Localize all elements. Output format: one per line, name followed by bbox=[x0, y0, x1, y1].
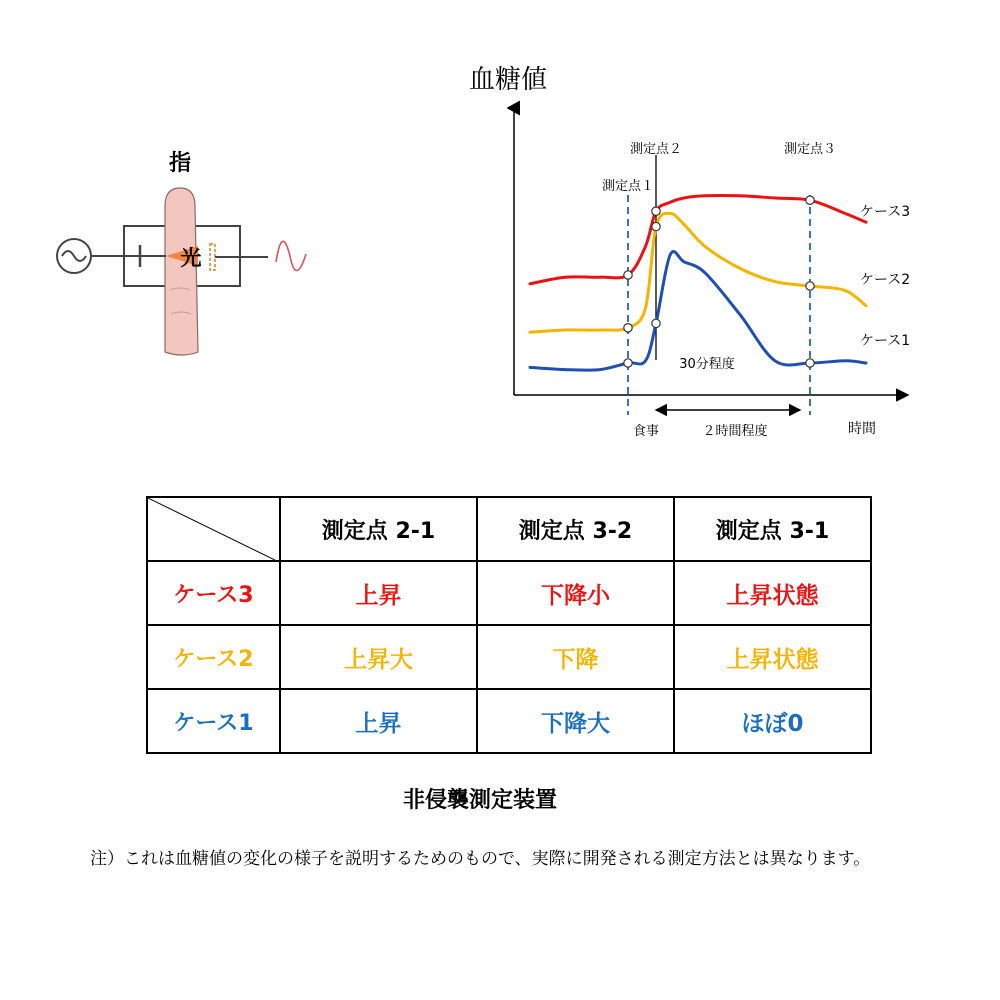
measurement-dot-s1-p1 bbox=[624, 271, 632, 279]
cell-case2-3-1: 上昇状態 bbox=[674, 625, 871, 689]
row-label-case3: ケース3 bbox=[147, 561, 280, 625]
cell-case3-2-1: 上昇 bbox=[280, 561, 477, 625]
cell-case3-3-2: 下降小 bbox=[477, 561, 674, 625]
cell-case1-2-1: 上昇 bbox=[280, 689, 477, 753]
measurement-point-label-2: 測定点２ bbox=[629, 142, 683, 157]
measurement-dot-s1-p2 bbox=[652, 207, 660, 215]
series-label-2: ケース2 bbox=[860, 271, 911, 288]
header-point-3-1: 測定点 3-1 bbox=[674, 497, 871, 561]
measurement-dot-s2-p2 bbox=[652, 222, 660, 230]
cell-case1-3-1: ほぼ0 bbox=[674, 689, 871, 753]
measurement-dot-s3-p1 bbox=[624, 359, 632, 367]
corner-cell bbox=[147, 497, 280, 561]
output-signal-icon bbox=[276, 241, 306, 270]
table-row-case3 bbox=[147, 561, 871, 625]
meal-label: 食事 bbox=[632, 424, 660, 439]
glucose-chart bbox=[440, 50, 940, 450]
thirty-minute-label: 30分程度 bbox=[679, 357, 735, 372]
measurement-dot-s1-p3 bbox=[806, 196, 814, 204]
chart-title: 血糖値 bbox=[468, 65, 548, 95]
series-label-1: ケース3 bbox=[860, 204, 911, 221]
row-label-case1: ケース1 bbox=[147, 689, 280, 753]
cell-case3-3-1: 上昇状態 bbox=[674, 561, 871, 625]
series-line-2 bbox=[530, 213, 866, 332]
footnote: 注）これは血糖値の変化の様子を説明するためのもので、実際に開発される測定方法とは異なります。 bbox=[90, 849, 871, 869]
finger-label: 指 bbox=[168, 151, 192, 176]
header-point-3-2: 測定点 3-2 bbox=[477, 497, 674, 561]
series-label-3: ケース1 bbox=[860, 333, 911, 349]
measurement-dot-s2-p3 bbox=[806, 282, 814, 290]
finger-icon bbox=[165, 188, 198, 355]
measurement-device-diagram bbox=[40, 140, 340, 370]
table-header-row bbox=[147, 497, 871, 561]
comparison-table bbox=[146, 496, 872, 754]
table-row-case2 bbox=[147, 625, 871, 689]
cell-case2-3-2: 下降 bbox=[477, 625, 674, 689]
row-label-case2: ケース2 bbox=[147, 625, 280, 689]
table-caption: 非侵襲測定装置 bbox=[402, 788, 557, 813]
light-label: 光 bbox=[180, 246, 202, 270]
x-axis-label: 時間 bbox=[848, 421, 876, 437]
cell-case2-2-1: 上昇大 bbox=[280, 625, 477, 689]
duration-label: ２時間程度 bbox=[702, 424, 768, 439]
ac-source-icon bbox=[57, 239, 91, 273]
cell-case1-3-2: 下降大 bbox=[477, 689, 674, 753]
measurement-dot-s3-p3 bbox=[806, 359, 814, 367]
series-line-3 bbox=[530, 251, 866, 370]
header-point-2-1: 測定点 2-1 bbox=[280, 497, 477, 561]
measurement-dot-s3-p2 bbox=[652, 319, 660, 327]
measurement-dot-s2-p1 bbox=[624, 324, 632, 332]
table-row-case1 bbox=[147, 689, 871, 753]
diagonal-divider bbox=[148, 498, 279, 562]
measurement-point-label-3: 測定点３ bbox=[783, 142, 837, 157]
measurement-point-label-1: 測定点１ bbox=[601, 179, 655, 194]
